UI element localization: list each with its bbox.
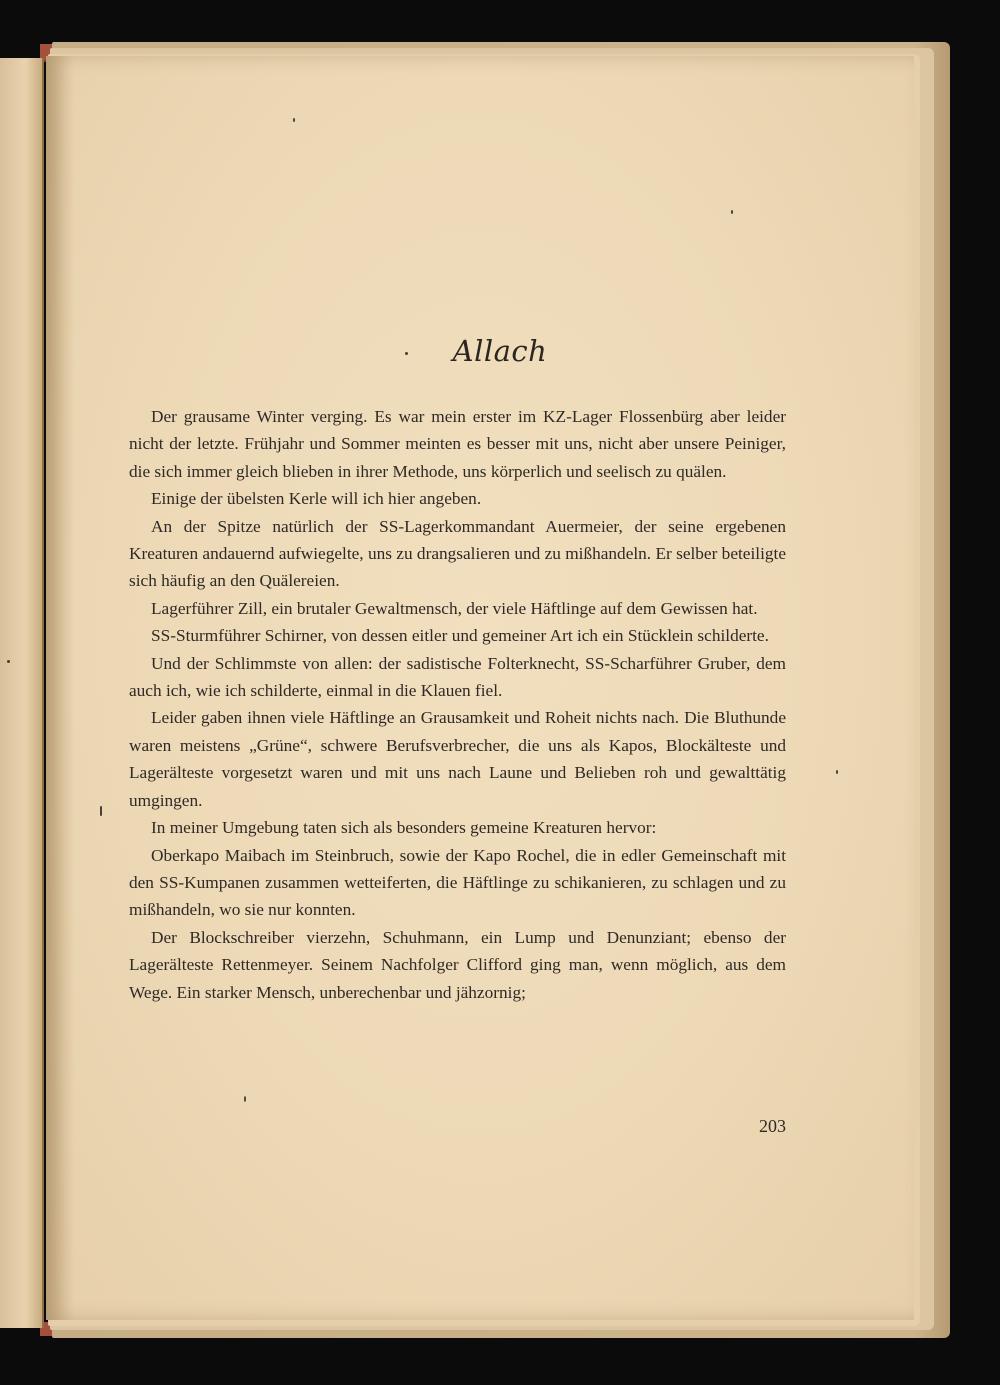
paper-speck — [731, 210, 733, 214]
paragraph: Der Blockschreiber vierzehn, Schuhmann, ein Lump und Denunziant; ebenso der Lagerälteste Rettenmeyer. Seinem Nachfolger Clifford ging man, wenn möglich, aus dem Wege. Ein starker Mensch, unberechenbar und jähzornig; — [129, 927, 786, 1002]
paragraph: In meiner Umgebung taten sich als besonders gemeine Kreaturen hervor: — [151, 818, 657, 838]
paper-speck — [293, 118, 295, 122]
paragraph: SS-Sturmführer Schirner, von dessen eitler und gemeiner Art ich ein Stücklein schilderte. — [151, 626, 769, 646]
paragraph: Der grausame Winter verging. Es war mein erster im KZ-Lager Flossenbürg aber leider nicht der letzte. Frühjahr und Sommer meinten es besser mit uns, nicht aber unsere Peiniger, die sich immer gleich blieben in ihrer Methode, uns körperlich und seelisch zu quälen. — [129, 407, 786, 481]
paragraph: Leider gaben ihnen viele Häftlinge an Grausamkeit und Roheit nichts nach. Die Bluthunde waren meistens „Grüne“, schwere Berufsverbrecher, die uns als Kapos, Blockälteste und Lagerälteste vorgesetzt waren und mit uns nach Laune und Belieben roh und gewalttätig umgingen. — [129, 708, 786, 810]
body-text — [129, 403, 786, 1006]
paper-speck — [405, 352, 408, 355]
paper-speck — [100, 806, 102, 816]
paragraph: An der Spitze natürlich der SS-Lagerkommandant Auermeier, der seine ergebenen Kreaturen andauernd aufwiegelte, uns zu drangsalieren und zu mißhandeln. Er selber beteiligte sich häufig an den Quälereien. — [129, 516, 786, 591]
page-number: 203 — [759, 1116, 786, 1136]
paper-speck — [836, 770, 838, 774]
paragraph: Einige der übelsten Kerle will ich hier angeben. — [151, 489, 482, 509]
paragraph: Und der Schlimmste von allen: der sadistische Folterknecht, SS-Scharführer Gruber, dem auch ich, wie ich schilderte, einmal in die Klauen fiel. — [129, 653, 786, 701]
gutter-shadow — [46, 56, 74, 1320]
paper-speck — [7, 660, 10, 663]
previous-page-edge — [0, 58, 44, 1328]
paper-speck — [244, 1096, 246, 1102]
chapter-title: Allach — [452, 334, 548, 368]
paragraph: Lagerführer Zill, ein brutaler Gewaltmensch, der viele Häftlinge auf dem Gewissen hat. — [151, 598, 758, 618]
paragraph: Oberkapo Maibach im Steinbruch, sowie der Kapo Rochel, die in edler Gemeinschaft mit den SS-Kumpanen zusammen wetteiferten, die Häftlinge zu schikanieren, zu schlagen und zu mißhandeln, wo sie nur konnten. — [129, 845, 786, 920]
